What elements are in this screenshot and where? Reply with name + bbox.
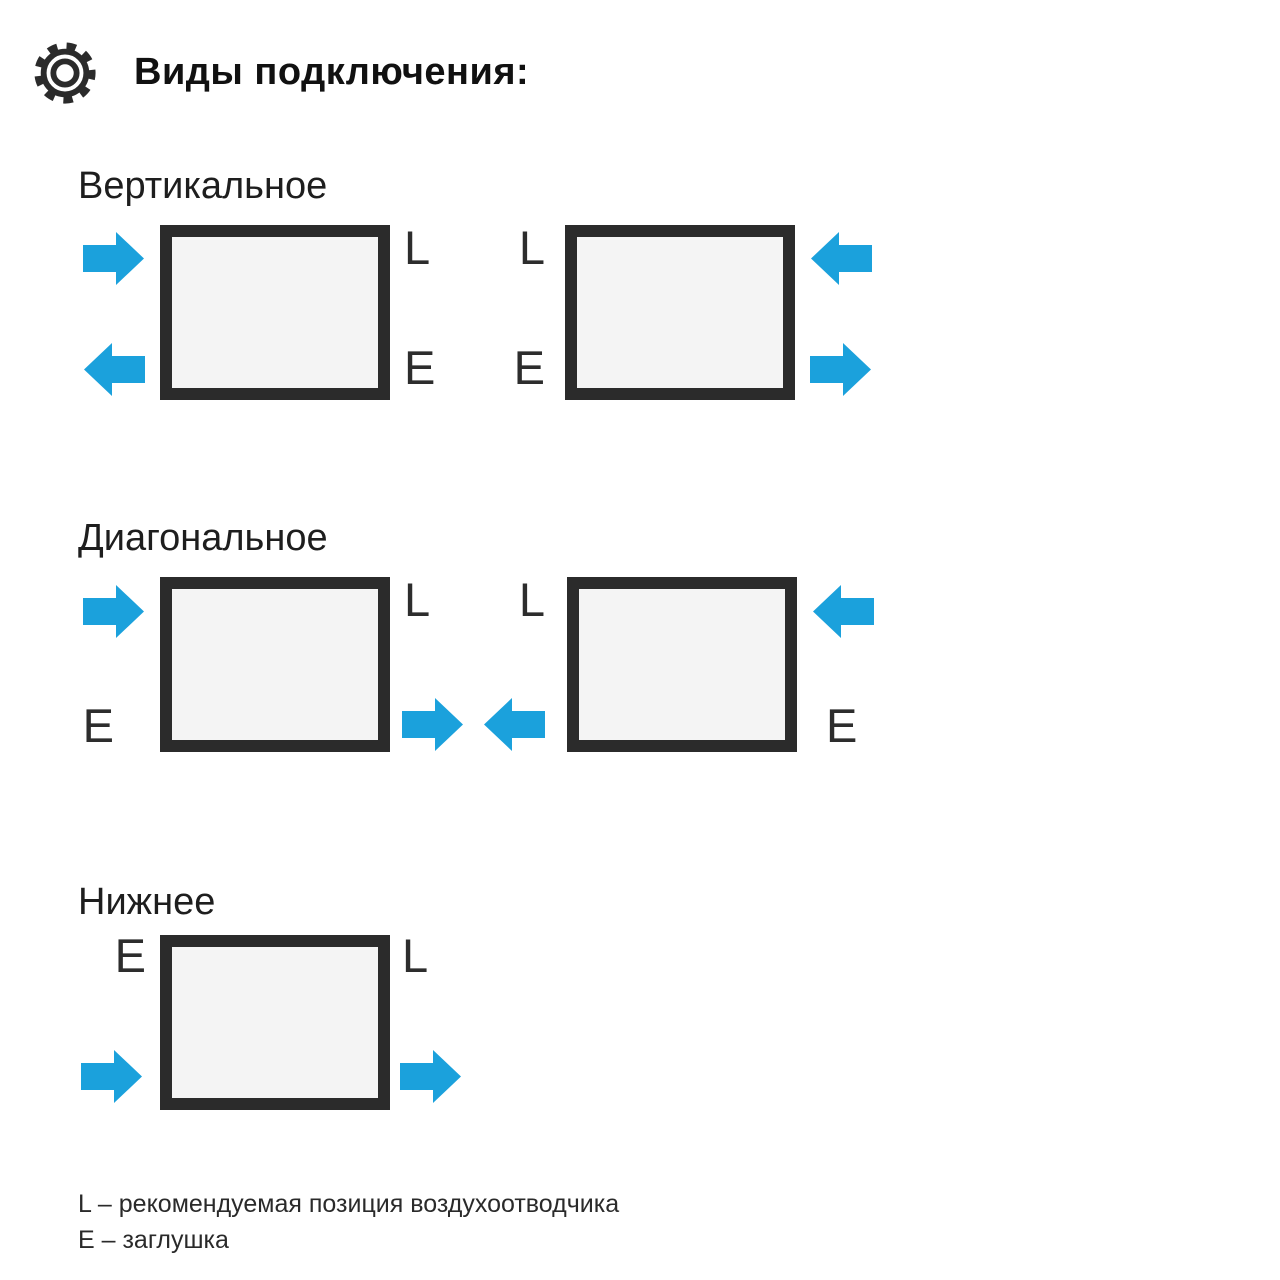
gear-icon [32,40,98,106]
arrow-left-icon [810,231,872,286]
port-label-e: E [826,699,858,752]
arrow-shape [811,232,872,285]
legend-line-e: E – заглушка [78,1226,229,1254]
radiator-body [160,225,390,400]
arrow-left-icon [812,584,874,639]
arrow-shape [400,1050,461,1103]
arrow-right-icon [810,342,872,397]
radiator-body [567,577,797,752]
arrow-shape [83,232,144,285]
port-label-l: L [518,573,545,626]
arrow-shape [402,698,463,751]
port-label-l: L [404,221,431,274]
port-label-l: L [404,573,431,626]
port-label-e: E [82,699,114,752]
port-label-e: E [513,341,545,394]
section-label-bottom: Нижнее [78,881,216,923]
arrow-shape [83,585,144,638]
arrow-shape [81,1050,142,1103]
section-label-diagonal: Диагональное [78,517,328,559]
arrow-right-icon [83,231,145,286]
arrow-shape [813,585,874,638]
port-label-e: E [114,929,146,982]
section-label-vertical: Вертикальное [78,165,328,207]
port-label-l: L [402,929,429,982]
page-title: Виды подключения: [134,51,530,93]
arrow-left-icon [83,342,145,397]
port-label-e: E [404,341,436,394]
arrow-shape [84,343,145,396]
arrow-right-icon [83,584,145,639]
radiator-body [160,577,390,752]
port-label-l: L [518,221,545,274]
radiator-body [565,225,795,400]
arrow-right-icon [400,1049,462,1104]
arrow-left-icon [483,697,545,752]
arrow-shape [810,343,871,396]
arrow-right-icon [402,697,464,752]
legend [78,1186,619,1258]
radiator-body [160,935,390,1110]
arrow-shape [484,698,545,751]
legend-line-l: L – рекомендуемая позиция воздухоотводчика [78,1190,620,1218]
arrow-right-icon [81,1049,143,1104]
